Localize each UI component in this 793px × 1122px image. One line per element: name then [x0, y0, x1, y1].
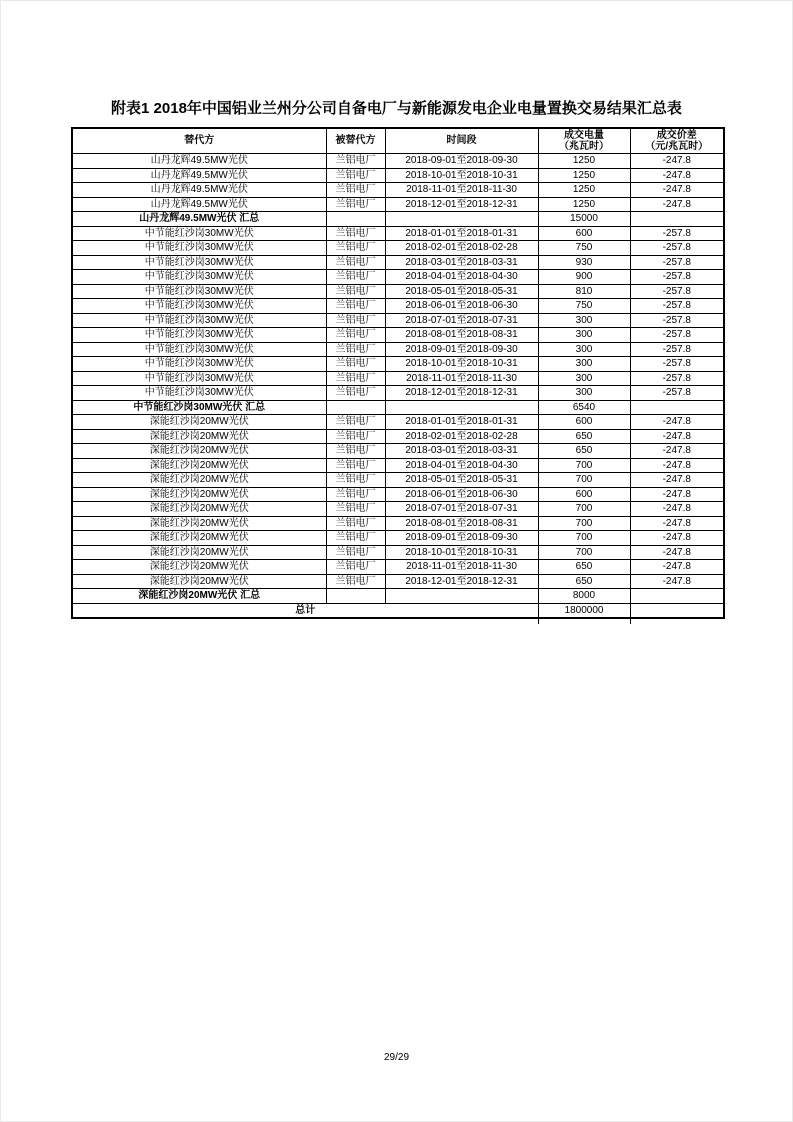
- subtotal-volume-cell: 8000: [538, 589, 630, 604]
- header-row: [72, 128, 724, 154]
- price-difference-cell: -247.8: [630, 560, 724, 575]
- traded-volume-cell: 750: [538, 299, 630, 314]
- traded-volume-cell: 700: [538, 516, 630, 531]
- substituted-party-cell: 兰铝电厂: [326, 429, 385, 444]
- substituted-party-cell: 兰铝电厂: [326, 415, 385, 430]
- time-period-cell: 2018-04-01至2018-04-30: [385, 270, 538, 285]
- price-difference-cell: -247.8: [630, 168, 724, 183]
- substituted-party-cell: 兰铝电厂: [326, 574, 385, 589]
- substituted-party-cell: 兰铝电厂: [326, 560, 385, 575]
- time-period-cell: 2018-02-01至2018-02-28: [385, 429, 538, 444]
- price-difference-cell: -247.8: [630, 531, 724, 546]
- time-period-cell: 2018-01-01至2018-01-31: [385, 226, 538, 241]
- price-difference-cell: -247.8: [630, 458, 724, 473]
- substitute-party-cell: 中节能红沙岗30MW光伏: [72, 226, 326, 241]
- traded-volume-cell: 700: [538, 545, 630, 560]
- substituted-party-cell: [326, 400, 385, 415]
- substitute-party-cell: 深能红沙岗20MW光伏: [72, 458, 326, 473]
- price-difference-cell: -257.8: [630, 371, 724, 386]
- price-difference-cell: [630, 212, 724, 227]
- table-row: [72, 270, 724, 285]
- traded-volume-cell: 650: [538, 560, 630, 575]
- traded-volume-cell: 600: [538, 226, 630, 241]
- substitute-party-cell: 深能红沙岗20MW光伏: [72, 560, 326, 575]
- table-row: [72, 342, 724, 357]
- substituted-party-cell: 兰铝电厂: [326, 516, 385, 531]
- price-difference-cell: -257.8: [630, 328, 724, 343]
- time-period-cell: 2018-09-01至2018-09-30: [385, 342, 538, 357]
- time-period-cell: 2018-10-01至2018-10-31: [385, 357, 538, 372]
- subtotal-volume-cell: 6540: [538, 400, 630, 415]
- traded-volume-cell: 600: [538, 415, 630, 430]
- substitute-party-cell: 中节能红沙岗30MW光伏: [72, 299, 326, 314]
- price-difference-cell: -257.8: [630, 255, 724, 270]
- substitute-party-cell: 深能红沙岗20MW光伏: [72, 502, 326, 517]
- price-difference-cell: -247.8: [630, 415, 724, 430]
- substitute-party-cell: 山丹龙辉49.5MW光伏: [72, 183, 326, 198]
- traded-volume-cell: 900: [538, 270, 630, 285]
- table-row: [72, 429, 724, 444]
- substitute-party-cell: 深能红沙岗20MW光伏: [72, 473, 326, 488]
- time-period-cell: 2018-01-01至2018-01-31: [385, 415, 538, 430]
- time-period-cell: 2018-02-01至2018-02-28: [385, 241, 538, 256]
- substitute-party-cell: 山丹龙辉49.5MW光伏: [72, 168, 326, 183]
- substituted-party-cell: 兰铝电厂: [326, 299, 385, 314]
- time-period-cell: [385, 400, 538, 415]
- time-period-cell: 2018-03-01至2018-03-31: [385, 444, 538, 459]
- substitute-party-cell: 中节能红沙岗30MW光伏: [72, 357, 326, 372]
- table-row: [72, 458, 724, 473]
- time-period-cell: 2018-05-01至2018-05-31: [385, 473, 538, 488]
- time-period-cell: 2018-07-01至2018-07-31: [385, 502, 538, 517]
- time-period-cell: 2018-10-01至2018-10-31: [385, 545, 538, 560]
- substituted-party-cell: 兰铝电厂: [326, 241, 385, 256]
- substituted-party-cell: 兰铝电厂: [326, 284, 385, 299]
- price-difference-cell: [630, 589, 724, 604]
- substitute-party-cell: 中节能红沙岗30MW光伏: [72, 328, 326, 343]
- time-period-cell: 2018-03-01至2018-03-31: [385, 255, 538, 270]
- time-period-cell: 2018-11-01至2018-11-30: [385, 560, 538, 575]
- table-row: [72, 473, 724, 488]
- table-row: [72, 313, 724, 328]
- traded-volume-cell: 810: [538, 284, 630, 299]
- substitute-party-cell: 中节能红沙岗30MW光伏: [72, 386, 326, 401]
- header-traded-volume: 成交电量 （兆瓦时）: [538, 128, 630, 154]
- time-period-cell: 2018-06-01至2018-06-30: [385, 487, 538, 502]
- time-period-cell: [385, 212, 538, 227]
- substitute-party-cell: 深能红沙岗20MW光伏: [72, 545, 326, 560]
- table-body: [72, 154, 724, 619]
- substitute-party-cell: 山丹龙辉49.5MW光伏: [72, 154, 326, 169]
- substituted-party-cell: 兰铝电厂: [326, 545, 385, 560]
- price-difference-cell: -257.8: [630, 241, 724, 256]
- table-header: [72, 128, 724, 154]
- price-difference-cell: -257.8: [630, 299, 724, 314]
- substitute-party-cell: 中节能红沙岗30MW光伏: [72, 284, 326, 299]
- substitute-party-cell: 中节能红沙岗30MW光伏: [72, 241, 326, 256]
- substitute-party-cell: 中节能红沙岗30MW光伏: [72, 270, 326, 285]
- price-difference-cell: -247.8: [630, 154, 724, 169]
- subtotal-label-cell: 中节能红沙岗30MW光伏 汇总: [72, 400, 326, 415]
- price-difference-cell: -247.8: [630, 574, 724, 589]
- table-row: [72, 531, 724, 546]
- substituted-party-cell: 兰铝电厂: [326, 270, 385, 285]
- table-row: [72, 299, 724, 314]
- substituted-party-cell: 兰铝电厂: [326, 458, 385, 473]
- total-row: [72, 603, 724, 618]
- substitute-party-cell: 深能红沙岗20MW光伏: [72, 516, 326, 531]
- time-period-cell: 2018-11-01至2018-11-30: [385, 371, 538, 386]
- substituted-party-cell: 兰铝电厂: [326, 183, 385, 198]
- table-row: [72, 168, 724, 183]
- time-period-cell: 2018-04-01至2018-04-30: [385, 458, 538, 473]
- table-row: [72, 328, 724, 343]
- table-row: [72, 371, 724, 386]
- traded-volume-cell: 300: [538, 342, 630, 357]
- substitute-party-cell: 中节能红沙岗30MW光伏: [72, 313, 326, 328]
- traded-volume-cell: 300: [538, 386, 630, 401]
- traded-volume-cell: 700: [538, 531, 630, 546]
- time-period-cell: 2018-08-01至2018-08-31: [385, 516, 538, 531]
- page-title: 附表1 2018年中国铝业兰州分公司自备电厂与新能源发电企业电量置换交易结果汇总表: [111, 100, 682, 117]
- time-period-cell: 2018-08-01至2018-08-31: [385, 328, 538, 343]
- header-substitute-party: 替代方: [72, 128, 326, 154]
- substitute-party-cell: 中节能红沙岗30MW光伏: [72, 342, 326, 357]
- substituted-party-cell: 兰铝电厂: [326, 473, 385, 488]
- traded-volume-cell: 1250: [538, 168, 630, 183]
- price-difference-cell: -257.8: [630, 226, 724, 241]
- table-row: [72, 444, 724, 459]
- subtotal-row: [72, 212, 724, 227]
- price-difference-cell: -247.8: [630, 516, 724, 531]
- traded-volume-cell: 750: [538, 241, 630, 256]
- table-row: [72, 545, 724, 560]
- substituted-party-cell: 兰铝电厂: [326, 502, 385, 517]
- substitute-party-cell: 中节能红沙岗30MW光伏: [72, 255, 326, 270]
- traded-volume-cell: 300: [538, 328, 630, 343]
- traded-volume-cell: 650: [538, 444, 630, 459]
- table-row: [72, 241, 724, 256]
- price-difference-cell: -257.8: [630, 386, 724, 401]
- subtotal-label-cell: 深能红沙岗20MW光伏 汇总: [72, 589, 326, 604]
- price-difference-cell: -257.8: [630, 357, 724, 372]
- traded-volume-cell: 300: [538, 313, 630, 328]
- traded-volume-cell: 700: [538, 473, 630, 488]
- table-row: [72, 386, 724, 401]
- substitute-party-cell: 深能红沙岗20MW光伏: [72, 531, 326, 546]
- price-difference-cell: -257.8: [630, 284, 724, 299]
- header-substituted-party: 被替代方: [326, 128, 385, 154]
- time-period-cell: 2018-06-01至2018-06-30: [385, 299, 538, 314]
- table-row: [72, 415, 724, 430]
- subtotal-row: [72, 589, 724, 604]
- table-row: [72, 183, 724, 198]
- table-row: [72, 516, 724, 531]
- traded-volume-cell: 1250: [538, 154, 630, 169]
- substituted-party-cell: 兰铝电厂: [326, 168, 385, 183]
- time-period-cell: 2018-07-01至2018-07-31: [385, 313, 538, 328]
- time-period-cell: 2018-09-01至2018-09-30: [385, 531, 538, 546]
- substituted-party-cell: [326, 589, 385, 604]
- substituted-party-cell: 兰铝电厂: [326, 357, 385, 372]
- substituted-party-cell: 兰铝电厂: [326, 328, 385, 343]
- price-difference-cell: -247.8: [630, 473, 724, 488]
- price-difference-cell: -247.8: [630, 444, 724, 459]
- substituted-party-cell: [326, 212, 385, 227]
- time-period-cell: 2018-12-01至2018-12-31: [385, 386, 538, 401]
- price-difference-cell: -247.8: [630, 197, 724, 212]
- price-difference-cell: -257.8: [630, 270, 724, 285]
- price-difference-cell: -257.8: [630, 313, 724, 328]
- price-difference-cell: -247.8: [630, 429, 724, 444]
- time-period-cell: 2018-10-01至2018-10-31: [385, 168, 538, 183]
- substituted-party-cell: 兰铝电厂: [326, 226, 385, 241]
- price-difference-cell: -247.8: [630, 502, 724, 517]
- traded-volume-cell: 600: [538, 487, 630, 502]
- price-difference-cell: [630, 400, 724, 415]
- table-row: [72, 560, 724, 575]
- substituted-party-cell: 兰铝电厂: [326, 531, 385, 546]
- traded-volume-cell: 930: [538, 255, 630, 270]
- time-period-cell: 2018-12-01至2018-12-31: [385, 197, 538, 212]
- substituted-party-cell: 兰铝电厂: [326, 255, 385, 270]
- substituted-party-cell: 兰铝电厂: [326, 154, 385, 169]
- substituted-party-cell: 兰铝电厂: [326, 313, 385, 328]
- table-row: [72, 255, 724, 270]
- substituted-party-cell: 兰铝电厂: [326, 197, 385, 212]
- traded-volume-cell: 700: [538, 502, 630, 517]
- substitute-party-cell: 深能红沙岗20MW光伏: [72, 444, 326, 459]
- price-difference-cell: [630, 603, 724, 618]
- substitute-party-cell: 深能红沙岗20MW光伏: [72, 429, 326, 444]
- time-period-cell: 2018-05-01至2018-05-31: [385, 284, 538, 299]
- traded-volume-cell: 650: [538, 574, 630, 589]
- table-row: [72, 226, 724, 241]
- substituted-party-cell: 兰铝电厂: [326, 342, 385, 357]
- price-difference-cell: -247.8: [630, 487, 724, 502]
- table-row: [72, 197, 724, 212]
- table-row: [72, 284, 724, 299]
- price-difference-cell: -257.8: [630, 342, 724, 357]
- substitute-party-cell: 深能红沙岗20MW光伏: [72, 415, 326, 430]
- table-border-stub: [538, 615, 539, 624]
- table-row: [72, 502, 724, 517]
- header-time-period: 时间段: [385, 128, 538, 154]
- time-period-cell: 2018-12-01至2018-12-31: [385, 574, 538, 589]
- table-row: [72, 487, 724, 502]
- subtotal-label-cell: 山丹龙辉49.5MW光伏 汇总: [72, 212, 326, 227]
- price-difference-cell: -247.8: [630, 183, 724, 198]
- traded-volume-cell: 300: [538, 371, 630, 386]
- substituted-party-cell: 兰铝电厂: [326, 487, 385, 502]
- traded-volume-cell: 650: [538, 429, 630, 444]
- subtotal-row: [72, 400, 724, 415]
- substituted-party-cell: 兰铝电厂: [326, 371, 385, 386]
- substituted-party-cell: 兰铝电厂: [326, 444, 385, 459]
- traded-volume-cell: 1250: [538, 183, 630, 198]
- page-number: 29/29: [383, 1052, 410, 1063]
- time-period-cell: 2018-09-01至2018-09-30: [385, 154, 538, 169]
- subtotal-volume-cell: 15000: [538, 212, 630, 227]
- header-price-difference: 成交价差 （元/兆瓦时）: [630, 128, 724, 154]
- substituted-party-cell: 兰铝电厂: [326, 386, 385, 401]
- total-volume-cell: 1800000: [538, 603, 630, 618]
- time-period-cell: 2018-11-01至2018-11-30: [385, 183, 538, 198]
- substitute-party-cell: 山丹龙辉49.5MW光伏: [72, 197, 326, 212]
- traded-volume-cell: 1250: [538, 197, 630, 212]
- table-row: [72, 574, 724, 589]
- traded-volume-cell: 300: [538, 357, 630, 372]
- price-difference-cell: -247.8: [630, 545, 724, 560]
- substitute-party-cell: 深能红沙岗20MW光伏: [72, 487, 326, 502]
- transaction-summary-table: [71, 127, 725, 619]
- table-row: [72, 154, 724, 169]
- table-row: [72, 357, 724, 372]
- table-border-stub: [630, 615, 631, 624]
- time-period-cell: [385, 589, 538, 604]
- substitute-party-cell: 深能红沙岗20MW光伏: [72, 574, 326, 589]
- traded-volume-cell: 700: [538, 458, 630, 473]
- total-label-cell: 总计: [72, 603, 538, 618]
- substitute-party-cell: 中节能红沙岗30MW光伏: [72, 371, 326, 386]
